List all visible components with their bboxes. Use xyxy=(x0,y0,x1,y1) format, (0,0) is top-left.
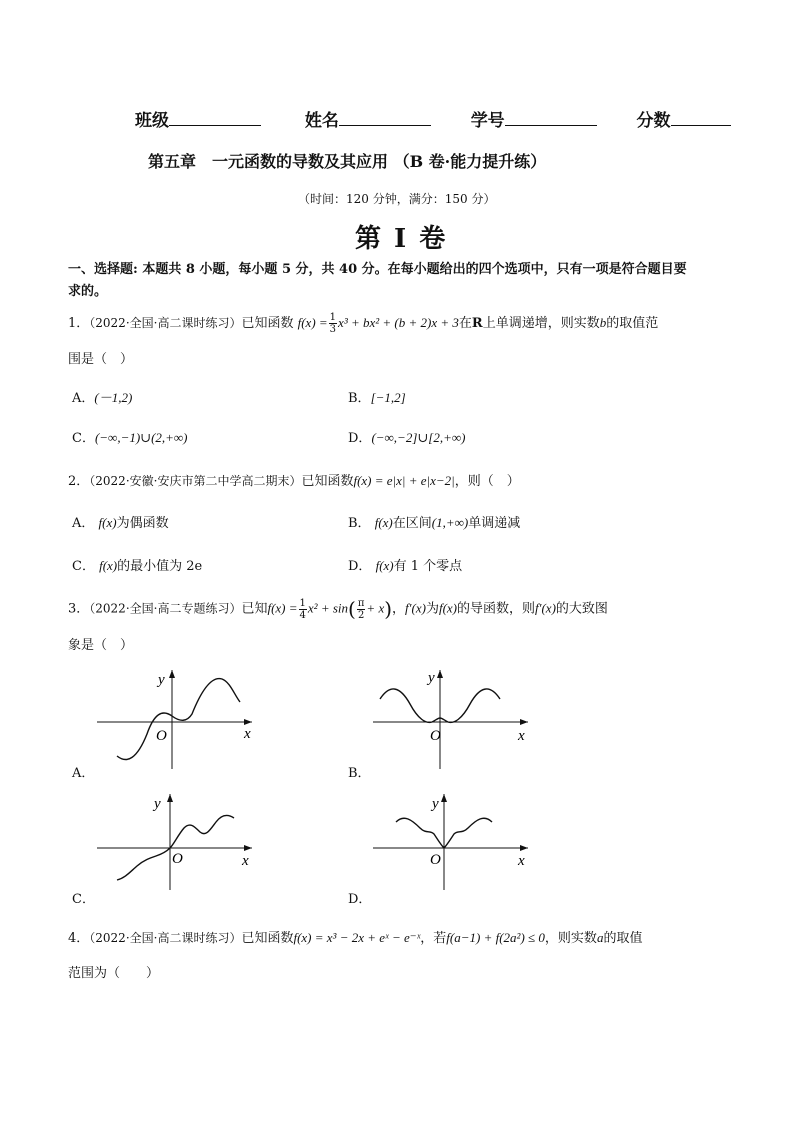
question-4-line1: 4．（2022·全国·高二课时练习）已知函数f(x) = x³ − 2x + eˣ − e⁻ˣ，若f(a−1) + f(2a²) ≤ 0，则实数a的取值 xyxy=(68,930,643,946)
section-heading-line1: 一、选择题: 本题共 8 小题，每小题 5 分，共 40 分。在每小题给出的四个选项中，只有一项是符合题目要 xyxy=(68,262,687,277)
q3-option-d-label[interactable]: D． xyxy=(348,892,372,907)
graph-d[interactable] xyxy=(368,790,538,895)
q1-formula-lhs: f(x) = xyxy=(297,315,328,330)
q2-option-d[interactable]: D． f(x)有 1 个零点 xyxy=(348,558,463,574)
q1-text: 已知函数 xyxy=(241,316,294,331)
page-title: 第五章 一元函数的导数及其应用 （B 卷·能力提升练） xyxy=(148,152,547,171)
q4-source: （2022·全国·高二课时练习） xyxy=(89,931,242,945)
id-label: 学号 xyxy=(470,111,505,131)
question-1-line1 xyxy=(68,312,658,335)
q1-text-d: 的取值范 xyxy=(606,316,659,331)
question-3-line2: 象是（ ） xyxy=(68,638,134,653)
question-3-line1: 3．（2022·全国·高二专题练习）已知f(x) = $\frac{1}{4}$ x² + sin( $\frac{\pi}{2}$ + x)，f′(x)为f(x)的导函数，则f′(x)的大致图 xyxy=(68,597,608,621)
class-label: 班级 xyxy=(135,111,169,131)
q1-var: b xyxy=(599,315,607,330)
graph-c-origin: O xyxy=(172,851,183,867)
graph-b[interactable] xyxy=(368,664,538,774)
name-label: 姓名 xyxy=(304,111,339,131)
graph-c-y-label: y xyxy=(154,796,161,812)
header-fields xyxy=(135,106,731,131)
graph-a-x-label: x xyxy=(244,726,251,742)
q2-option-a[interactable]: A． f(x)为偶函数 xyxy=(72,515,169,531)
q1-R: R xyxy=(471,316,483,331)
q2-option-b[interactable]: B． f(x)在区间(1,+∞)单调递减 xyxy=(348,515,521,531)
graph-a-y-label: y xyxy=(158,672,165,688)
question-4-line2: 范围为（ ） xyxy=(68,966,160,981)
q3-option-b-label[interactable]: B． xyxy=(348,766,371,781)
question-2-line1: 2．（2022·安徽·安庆市第二中学高二期末）已知函数f(x) = e|x| + e|x−2|，则（ ） xyxy=(68,473,520,489)
graph-d-x-label: x xyxy=(518,853,525,869)
graph-b-y-label: y xyxy=(428,670,435,686)
graph-d-origin: O xyxy=(430,852,441,868)
graph-b-x-label: x xyxy=(518,728,525,744)
graph-c-x-label: x xyxy=(242,853,249,869)
q4-condition: f(a−1) + f(2a²) ≤ 0 xyxy=(446,930,545,945)
score-label: 分数 xyxy=(636,111,671,131)
graph-a[interactable] xyxy=(92,664,262,774)
graph-b-origin: O xyxy=(430,728,441,744)
q2-option-c[interactable]: C． f(x)的最小值为 2e xyxy=(72,558,203,574)
q1-option-b[interactable]: B．[−1,2] xyxy=(348,390,406,406)
graph-d-y-label: y xyxy=(432,796,439,812)
q3-source: （2022·全国·高二专题练习） xyxy=(89,601,242,616)
q1-text-b: 在 xyxy=(458,316,472,331)
class-blank[interactable] xyxy=(169,109,261,126)
score-blank[interactable] xyxy=(671,109,731,126)
page-subtitle: （时间：120 分钟，满分：150 分） xyxy=(298,192,496,206)
section-heading-line2: 求的。 xyxy=(68,284,108,299)
q3-option-c-label[interactable]: C． xyxy=(72,892,95,907)
name-blank[interactable] xyxy=(339,109,431,126)
q2-formula: f(x) = e|x| + e|x−2| xyxy=(353,473,455,488)
q1-fraction: $\frac{1}{3}$ xyxy=(329,312,337,335)
q4-formula: f(x) = x³ − 2x + eˣ − e⁻ˣ xyxy=(293,930,421,945)
q1-option-d[interactable]: D．(−∞,−2]∪[2,+∞) xyxy=(348,430,466,446)
q1-number: 1． xyxy=(68,316,90,331)
graph-c[interactable] xyxy=(92,790,262,895)
q1-option-a[interactable]: A．(－1,2) xyxy=(72,390,133,406)
question-1-line2: 围是（ ） xyxy=(68,352,134,367)
q1-option-c[interactable]: C．(−∞,−1)∪(2,+∞) xyxy=(72,430,188,446)
q1-text-c: 上单调递增，则实数 xyxy=(482,316,600,331)
q1-formula: x³ + bx² + (b + 2)x + 3 xyxy=(338,315,459,330)
q2-source: （2022·安徽·安庆市第二中学高二期末） xyxy=(89,474,302,488)
volume-heading: 第 I 卷 xyxy=(355,224,448,254)
q3-fraction: $\frac{1}{4}$ xyxy=(299,597,306,621)
id-blank[interactable] xyxy=(505,109,597,126)
graph-a-origin: O xyxy=(156,728,167,744)
q3-option-a-label[interactable]: A． xyxy=(72,766,95,781)
q1-source: （2022·全国·高二课时练习） xyxy=(89,316,242,330)
